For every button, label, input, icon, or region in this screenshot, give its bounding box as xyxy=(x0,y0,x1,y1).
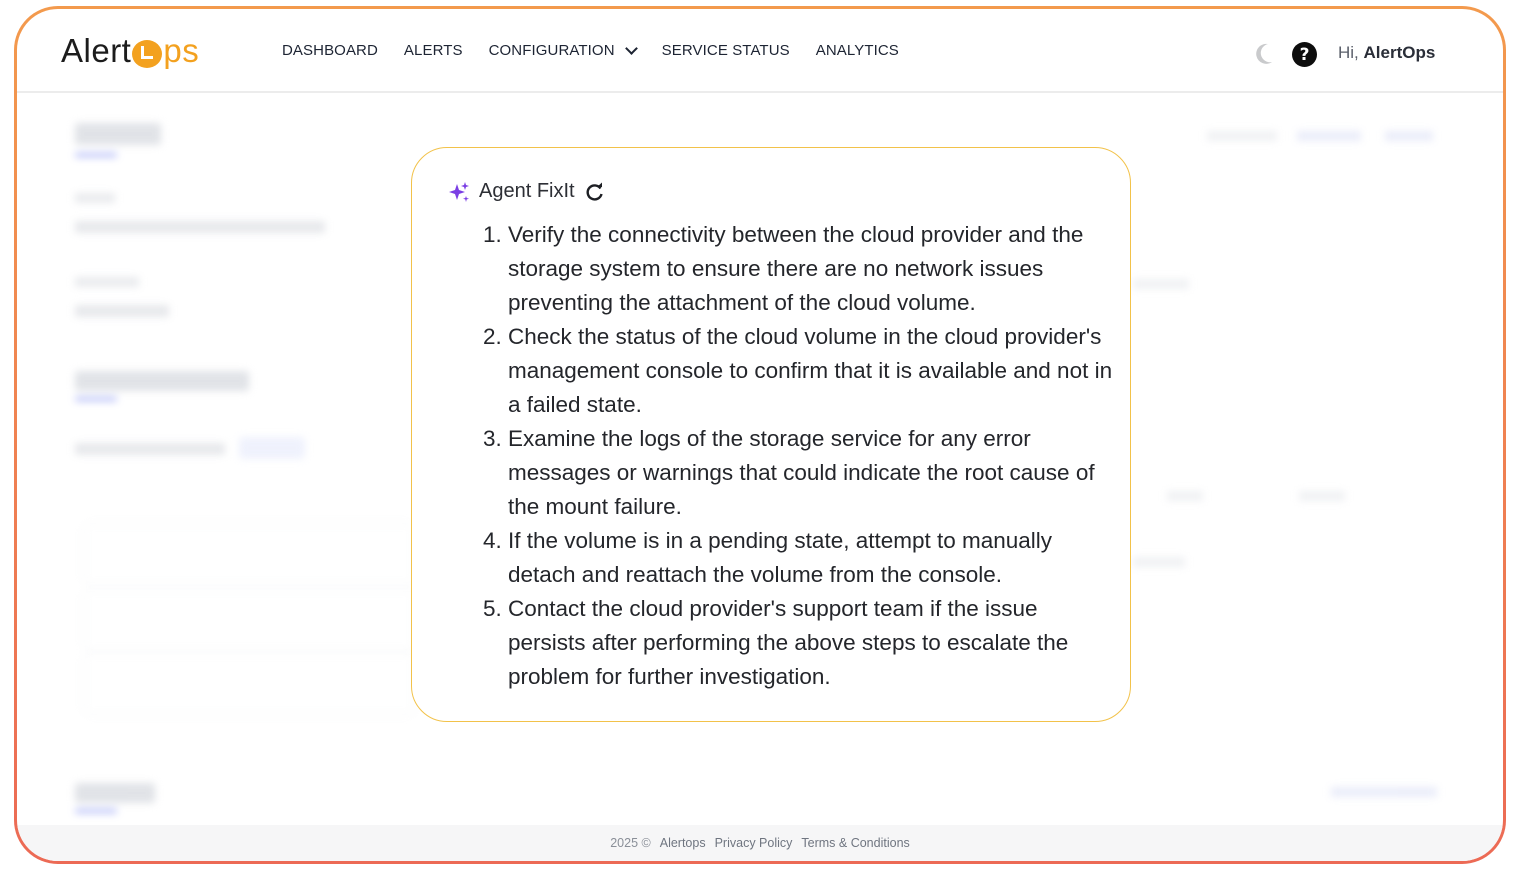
blurred-action xyxy=(1297,131,1361,141)
blurred-underline xyxy=(75,809,117,813)
help-question-icon[interactable]: ? xyxy=(1292,42,1317,67)
blurred-label xyxy=(75,277,139,287)
logo-text-suffix: ps xyxy=(163,32,200,69)
agent-fixit-modal xyxy=(411,147,1131,722)
modal-header xyxy=(448,180,605,203)
blurred-value xyxy=(1133,557,1185,567)
nav-dashboard[interactable]: DASHBOARD xyxy=(282,42,378,59)
app-window xyxy=(17,9,1503,861)
footer-copyright: 2025 © xyxy=(610,836,651,850)
blurred-label xyxy=(75,443,225,455)
refresh-icon[interactable] xyxy=(585,182,605,202)
fix-step: 5. Contact the cloud provider's support team if the issue persists after performing the above steps to escalate the problem for further investigation. xyxy=(508,592,1118,694)
user-name: AlertOps xyxy=(1363,43,1436,62)
blurred-row xyxy=(83,589,415,651)
main-nav xyxy=(282,42,925,59)
blurred-value xyxy=(75,221,325,233)
nav-analytics[interactable]: ANALYTICS xyxy=(815,42,899,59)
dark-mode-moon-icon[interactable] xyxy=(1254,42,1274,66)
sparkle-icon xyxy=(448,181,470,203)
blurred-value xyxy=(75,305,169,317)
modal-title: Agent FixIt xyxy=(479,180,575,202)
logo-text-prefix: Alert xyxy=(61,32,132,69)
nav-alerts[interactable]: ALERTS xyxy=(403,42,463,59)
blurred-value xyxy=(1133,279,1189,289)
footer-company-link[interactable]: Alertops xyxy=(659,836,706,850)
logo-check-icon xyxy=(132,40,162,68)
nav-configuration[interactable] xyxy=(489,42,636,59)
fix-step: 4. If the volume is in a pending state, attempt to manually detach and reattach the volume from the console. xyxy=(508,524,1118,592)
user-greeting[interactable] xyxy=(1338,43,1435,63)
fix-step: 3. Examine the logs of the storage service for any error messages or warnings that could indicate the root cause of the mount failure. xyxy=(508,422,1118,524)
nav-service-status[interactable]: SERVICE STATUS xyxy=(661,42,790,59)
blurred-underline xyxy=(75,153,117,157)
blurred-action xyxy=(1385,131,1433,141)
blurred-underline xyxy=(75,397,117,401)
blurred-heading xyxy=(75,371,249,391)
alertops-logo[interactable] xyxy=(61,31,199,71)
footer-privacy-link[interactable]: Privacy Policy xyxy=(714,836,793,850)
greeting-text: Hi, xyxy=(1338,43,1359,62)
fix-step: 1. Verify the connectivity between the cloud provider and the storage system to ensure there are no network issues preventing the attachment of the cloud volume. xyxy=(508,218,1118,320)
nav-configuration-label: CONFIGURATION xyxy=(488,42,615,59)
blurred-heading xyxy=(75,783,155,803)
chevron-down-icon xyxy=(625,42,638,55)
blurred-label xyxy=(75,193,115,203)
fix-step: 2. Check the status of the cloud volume in the cloud provider's management console to confirm that it is available and not in a failed state. xyxy=(508,320,1118,422)
top-navbar xyxy=(17,9,1503,93)
blurred-row xyxy=(83,653,415,715)
blurred-action xyxy=(1207,131,1277,141)
app-frame xyxy=(14,6,1506,864)
blurred-action xyxy=(1331,787,1437,797)
fix-steps-list xyxy=(482,218,1118,694)
footer-terms-link[interactable]: Terms & Conditions xyxy=(801,836,910,850)
blurred-label xyxy=(1299,491,1345,501)
blurred-label xyxy=(1167,491,1203,501)
blurred-heading xyxy=(75,123,161,145)
blurred-row xyxy=(83,523,415,585)
blurred-toggle xyxy=(239,437,305,459)
page-footer xyxy=(17,825,1503,861)
